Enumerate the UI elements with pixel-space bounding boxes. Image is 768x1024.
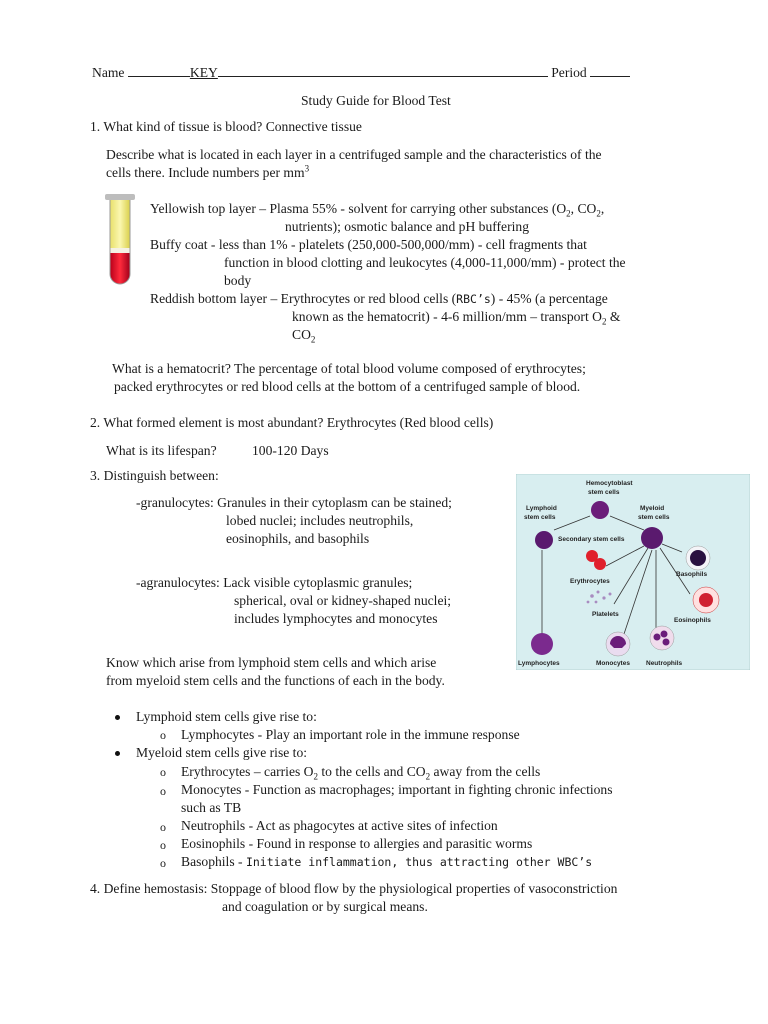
top-layer-line2: nutrients); osmotic balance and pH buffering [285,219,529,234]
q2-lifespan-a: 100-120 Days [252,443,329,458]
agran-line3: includes lymphocytes and monocytes [234,611,438,626]
bullet-dot [115,751,120,756]
label-monocytes: Monocytes [596,660,630,667]
know-line1: Know which arise from lymphoid stem cells and which arise [106,655,437,670]
label-lymphoid: Lymphoid [526,505,557,512]
agran-line1: -agranulocytes: Lack visible cytoplasmic granules; [136,575,413,590]
q4-line1: 4. Define hemostasis: Stoppage of blood flow by the physiological properties of vasoconstriction [90,881,618,896]
label-hemocytoblast-2: stem cells [588,489,620,496]
eosinophils-item: Eosinophils - Found in response to allergies and parasitic worms [181,836,533,851]
page-title: Study Guide for Blood Test [301,93,451,108]
myeloid-item: Myeloid stem cells give rise to: [136,745,308,760]
basophil-nucleus [690,550,706,566]
q1-question: 1. What kind of tissue is blood? Connective tissue [90,119,362,134]
label-eosinophils: Eosinophils [674,617,711,624]
know-line2: from myeloid stem cells and the functions of each in the body. [106,673,445,688]
label-platelets: Platelets [592,611,619,618]
myeloid-cell [641,527,663,549]
label-lymphoid-2: stem cells [524,514,556,521]
hemocytoblast-cell [591,501,609,519]
basophils-item: Basophils - Initiate inflammation, thus attracting other WBC’s [181,854,593,869]
bottom-line2: known as the hematocrit) - 4-6 million/mm – transport $O_2$ & [292,309,621,327]
bottom-line3: $CO_2$ [292,327,316,345]
label-secondary: Secondary stem cells [558,536,625,543]
q2-lifespan-q: What is its lifespan? [106,443,217,458]
sub-bullet: o [160,838,166,852]
lymphocytes-item: Lymphocytes - Play an important role in the immune response [181,727,520,742]
q3-question: 3. Distinguish between: [90,468,219,483]
hematocrit-line2: packed erythrocytes or red blood cells at the bottom of a centrifuged sample of blood. [114,379,581,394]
monocytes-item: Monocytes - Function as macrophages; important in fighting chronic infections [181,782,613,797]
erythrocytes-item: Erythrocytes – carries $O_2$ to the cells and $CO_2$ away from the cells [181,764,541,782]
gran-line2: lobed nuclei; includes neutrophils, [226,513,414,528]
sub-bullet: o [160,856,166,870]
label-hemocytoblast: Hemocytoblast [586,480,633,487]
buffy-line2: function in blood clotting and leukocytes (4,000-11,000/mm) - protect the [224,255,626,270]
q2-question: 2. What formed element is most abundant? Erythrocytes (Red blood cells) [90,415,494,430]
buffy-line1: Buffy coat - less than 1% - platelets (250,000-500,000/mm) - cell fragments that [150,237,587,252]
lymphoid-cell [535,531,553,549]
test-tube-icon [102,192,138,288]
lymphoid-item: Lymphoid stem cells give rise to: [136,709,317,724]
agran-line2: spherical, oval or kidney-shaped nuclei; [234,593,452,608]
label-myeloid: Myeloid [640,505,665,512]
label-erythrocytes: Erythrocytes [570,578,610,585]
label-myeloid-2: stem cells [638,514,670,521]
blood-cell-diagram [516,474,750,670]
monocytes-item-2: such as TB [181,800,242,815]
label-neutrophils: Neutrophils [646,660,683,667]
name-value: KEY [189,65,218,80]
bottom-line1: Reddish bottom layer – Erythrocytes or red blood cells (RBC’s) - 45% (a percentage [150,291,608,306]
gran-line3: eosinophils, and basophils [226,531,370,546]
buffy-line3: body [224,273,252,288]
period-label: Period [551,65,587,80]
neutrophils-item: Neutrophils - Act as phagocytes at active sites of infection [181,818,498,833]
label-lymphocytes: Lymphocytes [518,660,560,667]
gran-line1: -granulocytes: Granules in their cytoplasm can be stained; [136,495,452,510]
sub-bullet: o [160,820,166,834]
top-layer-line1: Yellowish top layer – Plasma 55% - solvent for carrying other substances ($O_2$, $CO_2$, [150,201,605,219]
q1-describe-2: cells there. Include numbers per $mm^3$ [106,163,310,180]
q4-line2: and coagulation or by surgical means. [222,899,428,914]
label-basophils: Basophils [676,571,708,578]
name-label: Name KEY Period [92,64,630,82]
sub-bullet: o [160,728,166,742]
sub-bullet: o [160,784,166,798]
lymphocyte-cell [531,633,553,655]
hematocrit-line1: What is a hematocrit? The percentage of total blood volume composed of erythrocytes; [112,361,586,376]
neutrophil-cell [650,626,674,650]
eosinophil-granules [699,593,713,607]
bullet-dot [115,715,120,720]
erythrocyte-cell-2 [594,558,606,570]
sub-bullet: o [160,765,166,779]
q1-describe-1: Describe what is located in each layer in a centrifuged sample and the characteristics of the [106,147,602,162]
